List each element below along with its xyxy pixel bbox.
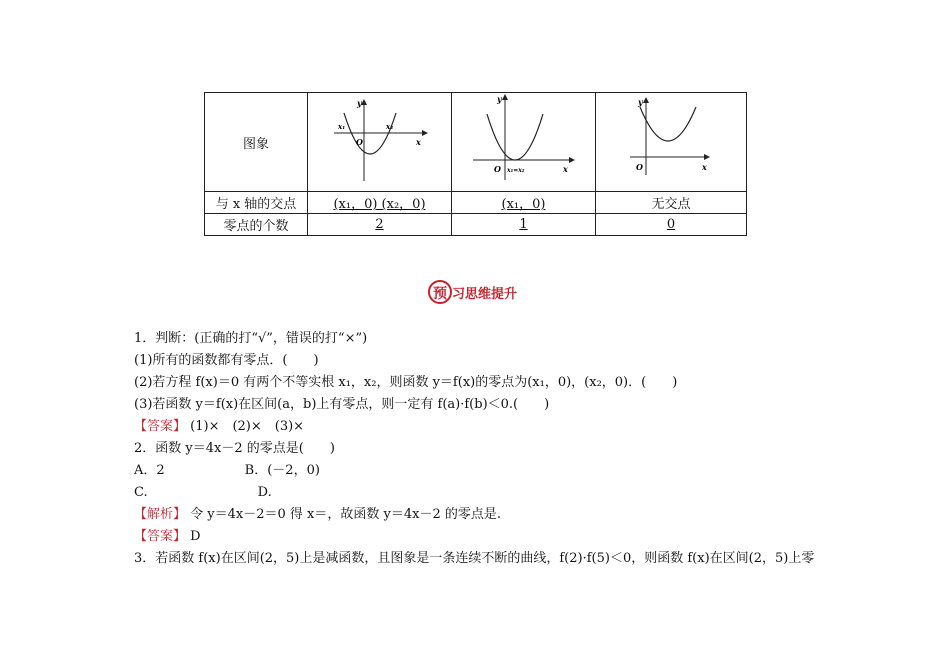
option-c: C. <box>134 485 148 500</box>
graph1-x2-label: x₂ <box>385 122 393 131</box>
graph-cell-2 <box>452 93 596 192</box>
count-cell-1: 2 <box>308 214 452 236</box>
parabola-two-roots-graph <box>330 95 430 185</box>
graph2-x-label: x <box>562 164 568 174</box>
graph3-y-label: y <box>638 97 643 107</box>
option-d: D. <box>257 485 272 500</box>
option-b: B．(－2，0) <box>244 463 320 478</box>
analysis-2 <box>134 504 854 526</box>
analysis-2-text: 令 y＝4x－2＝0 得 x＝，故函数 y＝4x－2 的零点是. <box>190 507 501 522</box>
question-2-options-ab <box>134 460 854 482</box>
answer-tag: 【答案】 <box>134 419 187 434</box>
zero-points-table <box>204 92 746 237</box>
exercise-text <box>134 328 854 570</box>
answer-2-text: D <box>190 529 201 544</box>
question-1-item-1: (1)所有的函数都有零点．( ) <box>134 353 319 368</box>
graph-cell-1 <box>308 93 452 192</box>
graph-cell-3 <box>596 93 747 192</box>
graph1-x1-label: x₁ <box>337 122 345 131</box>
section-title: 习思维提升 <box>452 287 518 302</box>
table-row-count <box>205 214 747 236</box>
table <box>204 92 747 236</box>
graph3-x-label: x <box>702 162 707 172</box>
question-1-item-2: (2)若方程 f(x)＝0 有两个不等实根 x₁，x₂，则函数 y＝f(x)的零点为(x₁，0)，(x₂，0)．( ) <box>134 375 678 390</box>
row-label-graph: 图象 <box>205 93 308 192</box>
question-1-header: 1．判断：(正确的打“√”，错误的打“×”) <box>134 331 368 346</box>
graph1-x-label: x <box>415 137 421 147</box>
answer-1-text: (1)× (2)× (3)× <box>190 419 305 434</box>
row-label-count: 零点的个数 <box>205 214 308 236</box>
parabola-no-root-graph <box>626 95 716 185</box>
graph1-origin-label: O <box>355 137 363 147</box>
section-title-badge <box>428 280 524 306</box>
intersect-cell-2: (x₁，0) <box>452 192 596 214</box>
graph3-origin-label: O <box>636 162 643 172</box>
graph2-y-label: y <box>496 94 502 104</box>
question-2-options-cd <box>134 482 854 504</box>
row-label-intersection: 与 x 轴的交点 <box>205 192 308 214</box>
answer-2 <box>134 526 854 548</box>
intersect-cell-1: (x₁，0) (x₂，0) <box>308 192 452 214</box>
intersect-cell-3: 无交点 <box>596 192 747 214</box>
section-icon: 预 <box>428 280 452 304</box>
analysis-tag: 【解析】 <box>134 507 187 522</box>
table-row-intersection <box>205 192 747 214</box>
question-1-item-3: (3)若函数 y＝f(x)在区间(a，b)上有零点，则一定有 f(a)·f(b)＜0.( ) <box>134 397 550 412</box>
graph2-origin-label: O <box>493 164 501 174</box>
question-2: 2．函数 y＝4x－2 的零点是( ) <box>134 441 335 456</box>
question-3: 3．若函数 f(x)在区间(2，5)上是减函数，且图象是一条连续不断的曲线，f(2)·f(5)＜0，则函数 f(x)在区间(2，5)上零 <box>134 551 815 566</box>
table-row-graph <box>205 93 747 192</box>
parabola-one-root-graph <box>469 94 579 186</box>
answer-tag: 【答案】 <box>134 529 187 544</box>
count-cell-3: 0 <box>596 214 747 236</box>
graph2-x12-label: x₁=x₂ <box>506 167 524 174</box>
graph1-y-label: y <box>356 98 362 108</box>
count-cell-2: 1 <box>452 214 596 236</box>
option-a: A．2 <box>134 463 165 478</box>
answer-1 <box>134 416 854 438</box>
